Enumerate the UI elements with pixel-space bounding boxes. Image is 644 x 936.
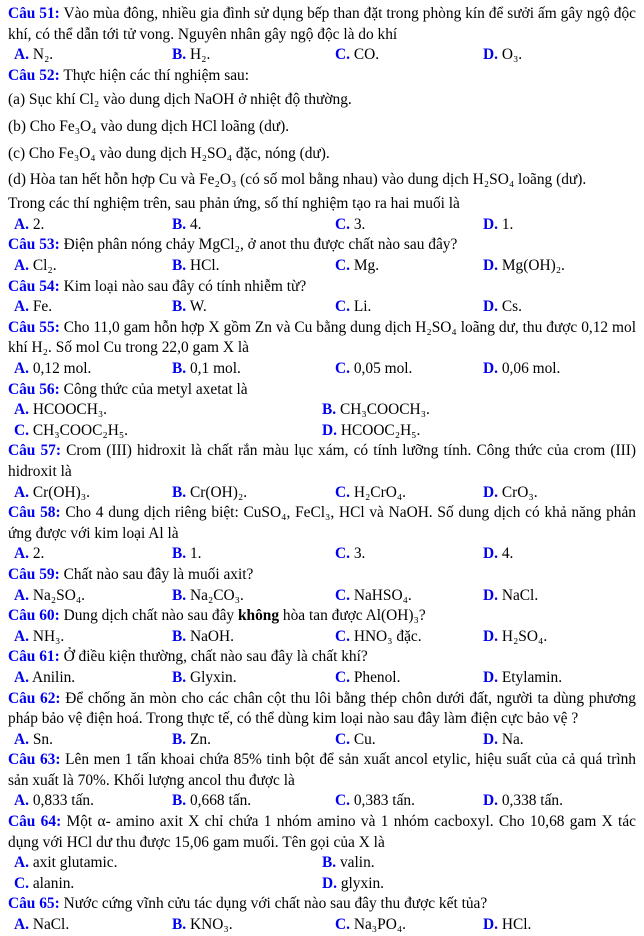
option-letter: D. xyxy=(483,215,498,233)
option-d xyxy=(483,297,636,318)
option-text: axit glutamic. xyxy=(32,854,118,872)
option-d xyxy=(483,586,636,607)
option-d xyxy=(483,730,636,751)
question-stem xyxy=(8,503,636,544)
option-b xyxy=(172,586,335,607)
option-d xyxy=(322,874,636,895)
option-letter: C. xyxy=(335,916,350,934)
option-text: CH₃COOC₂H₅. xyxy=(32,421,129,439)
option-letter: A. xyxy=(14,586,29,604)
question-number-label: Câu 58: xyxy=(8,504,61,522)
option-letter: C. xyxy=(335,668,350,686)
option-b xyxy=(172,915,335,936)
question-stem xyxy=(8,380,636,401)
option-letter: A. xyxy=(14,730,29,748)
option-b xyxy=(172,544,335,565)
experiment-line: (b) Cho Fe₃O₄ vào dung dịch HCl loãng (dư). xyxy=(8,117,290,135)
option-text: Li. xyxy=(353,298,372,316)
option-text: 0,12 mol. xyxy=(32,360,92,377)
option-d xyxy=(322,421,636,442)
question-stem xyxy=(8,277,636,298)
option-d xyxy=(483,45,636,66)
option-c xyxy=(335,791,483,812)
question-55 xyxy=(8,318,636,380)
question-60 xyxy=(8,606,636,647)
question-stem xyxy=(8,894,636,915)
question-63 xyxy=(8,750,636,812)
option-b xyxy=(172,297,335,318)
question-stem xyxy=(8,4,636,45)
option-text: 0,338 tấn. xyxy=(501,792,563,810)
option-a xyxy=(14,544,172,565)
option-letter: D. xyxy=(322,874,337,892)
option-letter: B. xyxy=(172,792,187,810)
options-row xyxy=(8,791,636,812)
option-c xyxy=(14,421,322,442)
option-b xyxy=(172,668,335,689)
option-letter: A. xyxy=(14,792,29,810)
question-59 xyxy=(8,565,636,606)
option-letter: C. xyxy=(335,627,350,645)
option-letter: D. xyxy=(322,421,337,439)
option-d xyxy=(483,483,636,504)
option-c xyxy=(14,874,322,895)
question-61 xyxy=(8,647,636,688)
option-text: HNO₃ đặc. xyxy=(353,627,422,645)
question-number-label: Câu 54: xyxy=(8,277,60,295)
option-text: Na. xyxy=(501,730,524,748)
question-number-label: Câu 64: xyxy=(8,813,62,831)
option-text: Zn. xyxy=(189,730,211,748)
option-text: 0,1 mol. xyxy=(189,360,241,377)
option-text: Fe. xyxy=(32,298,53,316)
question-number-label: Câu 62: xyxy=(8,689,61,707)
option-letter: C. xyxy=(335,46,350,64)
option-a xyxy=(14,215,172,236)
option-d xyxy=(483,215,636,236)
option-letter: B. xyxy=(172,257,187,275)
option-a xyxy=(14,791,172,812)
option-text: Cu. xyxy=(353,730,376,748)
option-letter: A. xyxy=(14,627,29,645)
question-53 xyxy=(8,235,636,276)
option-text: Etylamin. xyxy=(501,668,563,686)
option-text: Na₃PO₄. xyxy=(353,916,407,934)
option-letter: A. xyxy=(14,401,29,419)
option-c xyxy=(335,297,483,318)
question-56 xyxy=(8,380,636,442)
option-b xyxy=(172,45,335,66)
stem-text: Để chống ăn mòn cho các chân cột thu lôi bằng thép chôn dưới đất, người ta dùng phương pháp bảo vệ điện hoá. Trong thực tế, có thể dùng kim loại nào sau đây làm điện cực bảo vệ ? xyxy=(8,689,636,728)
stem-text: Cho 4 dung dịch riêng biệt: CuSO₄, FeCl₃, HCl và NaOH. Số dung dịch có khả năng phản ứng được với kim loại Al là xyxy=(8,504,636,542)
option-letter: B. xyxy=(172,916,187,934)
option-letter: C. xyxy=(14,421,29,439)
option-a xyxy=(14,915,172,936)
question-number-label: Câu 52: xyxy=(8,66,60,84)
question-51 xyxy=(8,4,636,66)
options-row xyxy=(8,359,636,380)
question-65 xyxy=(8,894,636,935)
option-letter: B. xyxy=(322,854,337,872)
question-number-label: Câu 53: xyxy=(8,236,60,254)
question-number-label: Câu 56: xyxy=(8,380,60,398)
option-b xyxy=(322,853,636,874)
options-row xyxy=(8,627,636,648)
option-text: Mg(OH)₂. xyxy=(501,257,565,275)
question-58 xyxy=(8,503,636,565)
option-letter: D. xyxy=(483,586,498,604)
option-a xyxy=(14,359,172,380)
option-letter: C. xyxy=(335,483,350,501)
option-letter: B. xyxy=(172,586,187,604)
option-d xyxy=(483,791,636,812)
option-letter: A. xyxy=(14,916,29,934)
option-text: CO. xyxy=(353,46,380,64)
option-letter: D. xyxy=(483,545,498,563)
question-52 xyxy=(8,66,636,236)
option-b xyxy=(172,256,335,277)
question-54 xyxy=(8,277,636,318)
options-row xyxy=(8,215,636,236)
option-text: H₂. xyxy=(189,46,211,64)
option-text: 4. xyxy=(501,545,514,563)
option-a xyxy=(14,730,172,751)
option-c xyxy=(335,627,483,648)
question-stem xyxy=(8,441,636,482)
options-row xyxy=(8,45,636,66)
option-letter: B. xyxy=(172,668,187,686)
option-b xyxy=(172,730,335,751)
option-d xyxy=(483,915,636,936)
option-text: H₂SO₄. xyxy=(501,627,548,645)
option-text: Na₂CO₃. xyxy=(189,586,244,604)
option-text: alanin. xyxy=(32,874,75,892)
option-letter: B. xyxy=(172,730,187,748)
option-text: HCOOCH₃. xyxy=(32,401,108,419)
option-letter: A. xyxy=(14,298,29,316)
option-a xyxy=(14,256,172,277)
stem-text: hòa tan được Al(OH)₃? xyxy=(279,607,426,625)
stem-text: Lên men 1 tấn khoai chứa 85% tinh bột để sản xuất ancol etylic, hiệu suất của cả quá trình sản xuất là 70%. Khối lượng ancol thu được là xyxy=(8,751,637,789)
option-a xyxy=(14,483,172,504)
option-text: 2. xyxy=(32,545,45,563)
option-letter: D. xyxy=(483,298,498,316)
option-c xyxy=(335,915,483,936)
option-a xyxy=(14,853,322,874)
option-a xyxy=(14,586,172,607)
stem-text: Ở điều kiện thường, chất nào sau đây là chất khí? xyxy=(63,648,368,666)
option-letter: B. xyxy=(172,46,187,64)
option-letter: B. xyxy=(172,545,187,563)
option-text: 0,668 tấn. xyxy=(189,792,252,810)
option-letter: C. xyxy=(335,545,350,563)
option-text: 2. xyxy=(32,215,45,233)
option-a xyxy=(14,400,322,421)
option-letter: C. xyxy=(335,215,350,233)
option-letter: B. xyxy=(172,215,187,233)
option-letter: B. xyxy=(172,298,187,316)
option-text: HCOOC₂H₅. xyxy=(340,421,421,439)
option-letter: C. xyxy=(335,298,350,316)
option-letter: B. xyxy=(172,483,187,501)
options-row xyxy=(8,297,636,318)
option-d xyxy=(483,627,636,648)
options-row xyxy=(8,400,636,441)
option-b xyxy=(172,215,335,236)
option-text: W. xyxy=(189,298,207,316)
option-letter: D. xyxy=(483,792,498,810)
option-letter: D. xyxy=(483,668,498,686)
options-row xyxy=(8,668,636,689)
option-letter: A. xyxy=(14,483,29,501)
question-stem xyxy=(8,235,636,256)
question-57 xyxy=(8,441,636,503)
option-text: O₃. xyxy=(501,46,523,64)
stem-text: Crom (III) hidroxit là chất rắn màu lục xám, có tính lưỡng tính. Công thức của crom (III) hidroxit là xyxy=(8,442,637,480)
option-text: NH₃. xyxy=(32,627,65,645)
option-text: Cr(OH)₃. xyxy=(32,483,90,501)
option-c xyxy=(335,359,483,380)
option-letter: C. xyxy=(14,874,29,892)
option-c xyxy=(335,45,483,66)
stem-text: Kim loại nào sau đây có tính nhiễm từ? xyxy=(63,277,307,295)
options-row xyxy=(8,256,636,277)
option-letter: A. xyxy=(14,668,29,686)
option-a xyxy=(14,297,172,318)
option-text: Na₂SO₄. xyxy=(32,586,86,604)
stem-text: Một α- amino axit X chỉ chứa 1 nhóm amino và 1 nhóm cacboxyl. Cho 10,68 gam X tác dụng với HCl dư thu được 15,06 gam muối. Tên gọi của X là xyxy=(8,813,636,851)
question-number-label: Câu 60: xyxy=(8,607,60,625)
question-stem xyxy=(8,606,636,627)
question-64 xyxy=(8,812,636,894)
stem-text: Chất nào sau đây là muối axit? xyxy=(63,565,254,583)
option-letter: C. xyxy=(335,257,350,275)
question-number-label: Câu 63: xyxy=(8,751,61,769)
option-c xyxy=(335,256,483,277)
closing-line: Trong các thí nghiệm trên, sau phản ứng, số thí nghiệm tạo ra hai muối là xyxy=(8,195,460,213)
option-text: 3. xyxy=(353,545,366,563)
option-b xyxy=(172,627,335,648)
option-text: N₂. xyxy=(32,46,54,64)
question-number-label: Câu 61: xyxy=(8,648,60,666)
option-text: Anilin. xyxy=(31,668,76,686)
option-text: 0,05 mol. xyxy=(353,360,413,377)
option-text: Phenol. xyxy=(353,668,401,686)
option-d xyxy=(483,668,636,689)
option-letter: C. xyxy=(335,730,350,748)
option-letter: A. xyxy=(14,360,29,377)
stem-text: Vào mùa đông, nhiều gia đình sử dụng bếp than đặt trong phòng kín để sưởi ấm gây ngộ độc khí, có thể dẫn tới tử vong. Nguyên nhân gây ngộ độc là do khí xyxy=(8,5,636,43)
option-a xyxy=(14,45,172,66)
option-c xyxy=(335,668,483,689)
option-b xyxy=(172,791,335,812)
option-letter: C. xyxy=(335,792,350,810)
options-row xyxy=(8,730,636,751)
option-letter: B. xyxy=(322,401,337,419)
option-text: NaHSO₄. xyxy=(353,586,412,604)
option-text: Cs. xyxy=(501,298,522,316)
option-text: NaCl. xyxy=(32,916,70,934)
option-letter: D. xyxy=(483,916,498,934)
question-number-label: Câu 57: xyxy=(8,442,61,460)
option-text: HCl. xyxy=(189,257,220,275)
options-row xyxy=(8,915,636,936)
option-letter: A. xyxy=(14,545,29,563)
option-letter: B. xyxy=(172,360,187,377)
option-text: CrO₃. xyxy=(501,483,538,501)
question-number-label: Câu 55: xyxy=(8,318,60,336)
option-letter: D. xyxy=(483,46,498,64)
option-letter: D. xyxy=(483,627,498,645)
option-b xyxy=(172,359,335,380)
question-number-label: Câu 65: xyxy=(8,895,60,913)
option-letter: D. xyxy=(483,360,498,377)
option-letter: A. xyxy=(14,854,29,872)
option-text: NaOH. xyxy=(189,627,235,645)
option-c xyxy=(335,730,483,751)
option-text: 3. xyxy=(353,215,366,233)
option-text: valin. xyxy=(339,854,375,872)
option-text: CH₃COOCH₃. xyxy=(339,401,430,419)
option-letter: D. xyxy=(483,257,498,275)
option-text: Cl₂. xyxy=(32,257,57,275)
option-c xyxy=(335,586,483,607)
option-letter: A. xyxy=(14,257,29,275)
option-text: 0,383 tấn. xyxy=(353,792,415,810)
option-letter: B. xyxy=(172,627,187,645)
option-text: HCl. xyxy=(501,916,532,934)
option-text: 0,833 tấn. xyxy=(32,792,94,810)
option-text: 1. xyxy=(501,215,514,233)
options-row xyxy=(8,544,636,565)
stem-text: Cho 11,0 gam hỗn hợp X gồm Zn và Cu bằng dung dịch H₂SO₄ loãng dư, thu được 0,12 mol khí H₂. Số mol Cu trong 22,0 gam X là xyxy=(8,318,637,357)
option-letter: C. xyxy=(335,360,350,377)
option-letter: A. xyxy=(14,215,29,233)
experiment-line: (c) Cho Fe₃O₄ vào dung dịch H₂SO₄ đặc, nóng (dư). xyxy=(8,144,330,162)
options-row xyxy=(8,483,636,504)
question-stem xyxy=(8,750,636,791)
question-stem xyxy=(8,318,636,359)
option-b xyxy=(172,483,335,504)
option-letter: A. xyxy=(14,46,29,64)
option-text: 4. xyxy=(189,215,202,233)
option-text: Sn. xyxy=(32,730,53,748)
options-row xyxy=(8,586,636,607)
option-text: NaCl. xyxy=(501,586,539,604)
option-a xyxy=(14,668,172,689)
option-text: 1. xyxy=(189,545,202,563)
option-d xyxy=(483,256,636,277)
option-d xyxy=(483,544,636,565)
option-b xyxy=(322,400,636,421)
option-c xyxy=(335,483,483,504)
question-stem xyxy=(8,689,636,730)
experiment-line: (d) Hòa tan hết hỗn hợp Cu và Fe₂O₃ (có số mol bằng nhau) vào dung dịch H₂SO₄ loãng (dư). xyxy=(8,171,587,189)
option-text: Cr(OH)₂. xyxy=(189,483,248,501)
option-letter: D. xyxy=(483,730,498,748)
experiment-line: (a) Sục khí Cl₂ vào dung dịch NaOH ở nhiệt độ thường. xyxy=(8,90,352,108)
option-text: 0,06 mol. xyxy=(501,360,561,377)
question-number-label: Câu 59: xyxy=(8,565,60,583)
question-62 xyxy=(8,689,636,751)
option-c xyxy=(335,215,483,236)
question-stem xyxy=(8,565,636,586)
option-c xyxy=(335,544,483,565)
option-text: H₂CrO₄. xyxy=(353,483,407,501)
options-row xyxy=(8,853,636,894)
stem-text: Nước cứng vĩnh cửu tác dụng với chất nào sau đây thu được kết tủa? xyxy=(63,895,488,913)
option-text: glyxin. xyxy=(340,874,385,892)
stem-text: Thực hiện các thí nghiệm sau: xyxy=(63,66,250,84)
option-d xyxy=(483,359,636,380)
option-a xyxy=(14,627,172,648)
question-number-label: Câu 51: xyxy=(8,5,60,22)
option-letter: D. xyxy=(483,483,498,501)
option-letter: C. xyxy=(335,586,350,604)
stem-text: không xyxy=(237,607,280,625)
option-text: Glyxin. xyxy=(189,668,237,686)
stem-text: Điện phân nóng chảy MgCl₂, ở anot thu được chất nào sau đây? xyxy=(63,236,458,254)
question-stem xyxy=(8,66,636,87)
option-text: Mg. xyxy=(353,257,380,275)
option-text: KNO₃. xyxy=(189,916,233,934)
stem-text: Dung dịch chất nào sau đây xyxy=(63,607,238,625)
question-stem xyxy=(8,812,636,853)
question-stem xyxy=(8,647,636,668)
stem-text: Công thức của metyl axetat là xyxy=(63,380,248,398)
